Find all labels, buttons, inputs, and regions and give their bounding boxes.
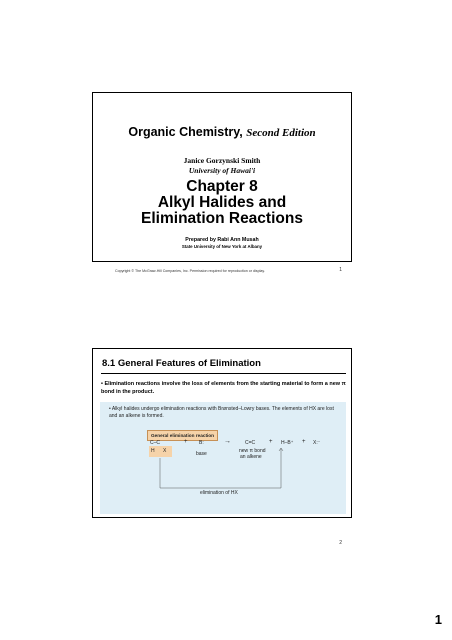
plus-sign-2: + — [269, 439, 273, 445]
base-symbol: B: — [199, 440, 204, 446]
chapter-line-3: Elimination Reactions — [141, 210, 303, 227]
handout-page-number: 1 — [434, 612, 442, 627]
conjugate-acid: H–B⁺ — [281, 440, 294, 446]
book-title — [93, 125, 351, 139]
prepared-by: Prepared by Rabi Ann Musah — [185, 237, 259, 243]
chapter-line-1: Chapter 8 — [186, 178, 258, 195]
book-title-text: Organic Chemistry, — [128, 125, 243, 139]
alkene-label: an alkene — [240, 454, 262, 460]
reactant-halogen: X — [163, 448, 167, 454]
book-edition: Second Edition — [246, 127, 316, 139]
reactant-carbons: C–C — [150, 440, 161, 446]
reaction-panel — [100, 402, 346, 514]
section-heading: 8.1 General Features of Elimination — [102, 358, 261, 369]
panel-text: • Alkyl halides undergo elimination reactions with Brønsted–Lowry bases. The elements of HX are lost and an alkene is formed. — [109, 406, 334, 419]
reactant-hydrogen: H — [151, 448, 155, 454]
elimination-caption: elimination of HX — [200, 490, 238, 496]
elimination-bracket — [100, 402, 346, 514]
bullet-text: • Elimination reactions involve the loss of elements from the starting material to form a new π bond in the product. — [101, 381, 346, 395]
slide-page-number: 1 — [339, 267, 342, 273]
halide-ion: X:⁻ — [313, 440, 321, 446]
product-alkene: C=C — [245, 440, 256, 446]
heading-rule — [101, 373, 346, 374]
preparer-institution: State University of New York at Albany — [181, 244, 263, 249]
chapter-title — [93, 179, 351, 227]
plus-sign-3: + — [302, 439, 306, 445]
base-label: base — [196, 451, 207, 457]
reaction-label: General elimination reaction — [147, 430, 218, 441]
author-university: University of Hawai'i — [188, 166, 256, 175]
slide-2 — [92, 348, 352, 546]
plus-sign-1: + — [184, 439, 188, 445]
chapter-line-2: Alkyl Halides and — [157, 194, 287, 211]
slide-1 — [92, 92, 352, 273]
author-name: Janice Gorzynski Smith — [183, 156, 261, 165]
slide-page-number: 2 — [339, 540, 342, 546]
copyright-notice: Copyright © The McGraw-Hill Companies, Inc. Permission required for reproduction or display. — [115, 269, 265, 273]
reaction-arrow: → — [224, 438, 231, 445]
new-pi-bond-label: new π bond — [239, 448, 266, 454]
